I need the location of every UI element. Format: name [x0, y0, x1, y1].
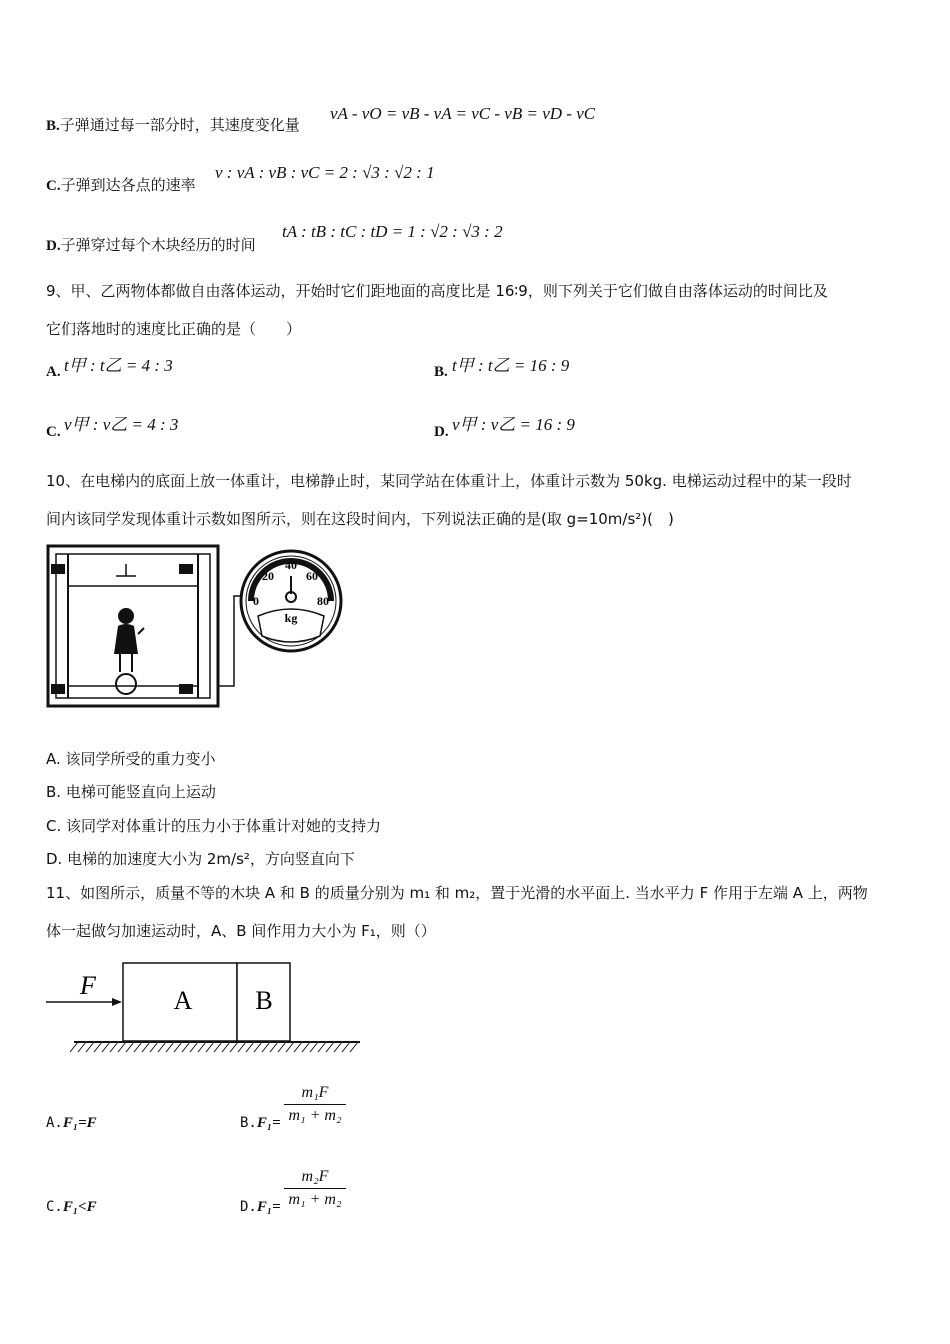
q9-stem-line1: 9、甲、乙两物体都做自由落体运动，开始时它们距地面的高度比是 16∶9，则下列关于它们做自由落体运动的时间比及	[46, 282, 828, 300]
ground-hatching	[70, 1042, 358, 1052]
scale-platform	[116, 674, 136, 694]
q11-b-fraction	[284, 1084, 346, 1125]
option-prefix: F₁=	[256, 1199, 281, 1215]
gauge-tick-label: 80	[317, 594, 329, 608]
q8-b-formula: vA - vO = vB - vA = vC - vB = vD - vC	[330, 104, 596, 123]
block-b-label: B	[255, 986, 273, 1015]
person-arm	[138, 628, 144, 634]
q11-d-fraction	[284, 1168, 346, 1209]
option-label: C.	[46, 1199, 63, 1215]
q9-stem-line2: 它们落地时的速度比正确的是（ ）	[46, 320, 302, 338]
gauge-tick-label: 60	[306, 569, 318, 583]
q11-stem-line2: 体一起做匀加速运动时，A、B 间作用力大小为 F₁，则（）	[46, 922, 436, 940]
q9-d-label: D.	[434, 424, 449, 440]
q10-option-d: D. 电梯的加速度大小为 2m/s²，方向竖直向下	[46, 850, 355, 868]
q9-c-formula: v甲 : v乙 = 4 : 3	[64, 415, 179, 434]
gauge-tick-label: 20	[262, 569, 274, 583]
fraction-bar	[284, 1104, 346, 1105]
force-arrow-head	[112, 998, 122, 1006]
q10-option-c: C. 该同学对体重计的压力小于体重计对她的支持力	[46, 817, 382, 835]
q11-option-c	[46, 1196, 97, 1216]
q8-option-b	[46, 114, 300, 135]
person-body	[114, 624, 138, 654]
q10-stem-line2: 间内该同学发现体重计示数如图所示，则在这段时间内，下列说法正确的是(取 g=10m/s²)( )	[46, 510, 674, 528]
option-text: 子弹到达各点的速率	[60, 176, 196, 194]
fraction-numerator: m₂F	[301, 1168, 329, 1185]
option-label: A.	[46, 1115, 63, 1131]
option-text: F₁<F	[62, 1199, 97, 1215]
option-label: D.	[240, 1199, 257, 1215]
gauge-tick-label: 40	[285, 558, 297, 572]
fraction-denominator: m₁ + m₂	[288, 1107, 342, 1124]
option-label: B.	[240, 1115, 257, 1131]
block-a-label: A	[173, 986, 193, 1015]
q11-option-b	[240, 1112, 281, 1132]
q10-option-a: A. 该同学所受的重力变小	[46, 750, 216, 768]
corner-block	[179, 564, 193, 574]
q9-c-label: C.	[46, 424, 61, 440]
blocks-figure	[44, 958, 364, 1058]
q10-stem-line1: 10、在电梯内的底面上放一体重计，电梯静止时，某同学站在体重计上，体重计示数为 50kg. 电梯运动过程中的某一段时	[46, 472, 852, 490]
corner-block	[51, 684, 65, 694]
option-text: F₁=F	[62, 1115, 97, 1131]
q11-stem-line1: 11、如图所示，质量不等的木块 A 和 B 的质量分别为 m₁ 和 m₂，置于光滑的水平面上. 当水平力 F 作用于左端 A 上，两物	[46, 884, 868, 902]
q11-option-d	[240, 1196, 281, 1216]
elevator-scale-figure	[44, 536, 344, 714]
q9-b-label: B.	[434, 364, 448, 380]
gauge-tick-label: 0	[253, 594, 259, 608]
fraction-numerator: m₁F	[301, 1084, 329, 1101]
q9-d-formula: v甲 : v乙 = 16 : 9	[452, 415, 575, 434]
q8-option-c	[46, 174, 196, 195]
q9-a-label: A.	[46, 364, 61, 380]
q8-c-formula: v : vA : vB : vC = 2 : √3 : √2 : 1	[215, 163, 435, 182]
gauge-unit: kg	[284, 611, 298, 625]
q9-a-formula: t甲 : t乙 = 4 : 3	[64, 356, 173, 375]
option-text: 子弹通过每一部分时，其速度变化量	[59, 116, 300, 134]
option-label: D.	[46, 238, 61, 254]
q11-option-a	[46, 1112, 97, 1132]
force-label: F	[80, 971, 96, 1000]
q9-b-formula: t甲 : t乙 = 16 : 9	[452, 356, 570, 375]
q10-option-b: B. 电梯可能竖直向上运动	[46, 783, 216, 801]
q8-d-formula: tA : tB : tC : tD = 1 : √2 : √3 : 2	[282, 222, 503, 241]
option-prefix: F₁=	[256, 1115, 281, 1131]
fraction-bar	[284, 1188, 346, 1189]
option-label: B.	[46, 118, 60, 134]
cable	[218, 596, 242, 686]
corner-block	[51, 564, 65, 574]
option-text: 子弹穿过每个木块经历的时间	[60, 236, 256, 254]
option-label: C.	[46, 178, 61, 194]
q8-option-d	[46, 234, 256, 255]
fraction-denominator: m₁ + m₂	[288, 1191, 342, 1208]
person-head	[118, 608, 134, 624]
